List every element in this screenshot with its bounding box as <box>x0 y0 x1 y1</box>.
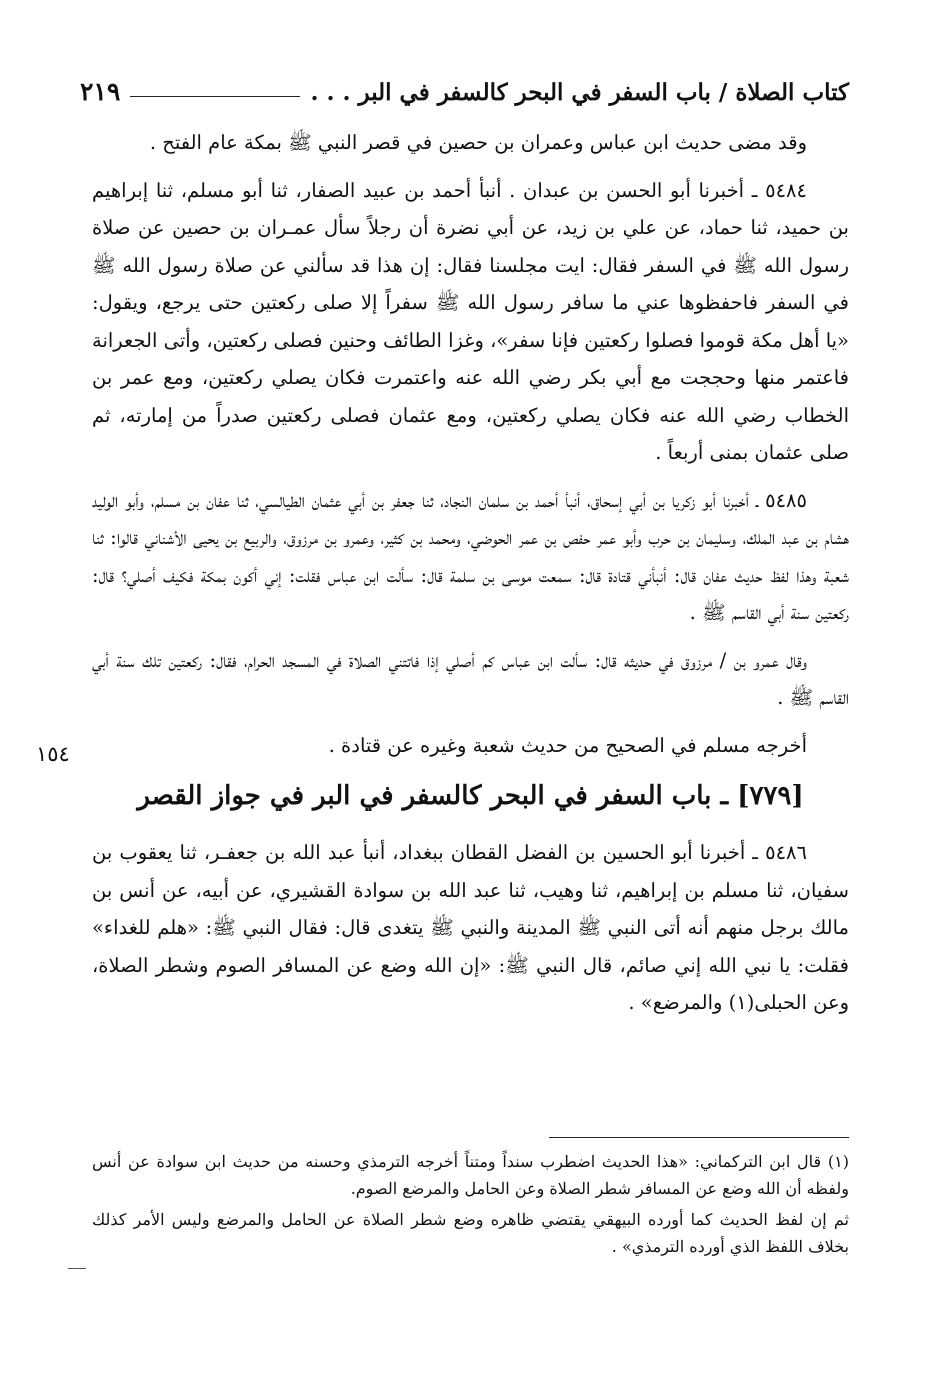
paragraph-intro: وقد مضى حديث ابن عباس وعمران بن حصين في قصر النبي ﷺ بمكة عام الفتح . <box>149 131 807 154</box>
footnote-1-continued: ثم إن لفظ الحديث كما أورده البيهقي يقتضي ظاهره وضع شطر الصلاة عن الحامل والمرضع وليس الأمر كذلك بخلاف اللفظ الذي أورده الترمذي» . <box>92 1210 849 1256</box>
footnotes <box>92 1148 849 1260</box>
margin-volume-page-number: ١٥٤ <box>36 742 70 766</box>
footnote-1: (١) قال ابن التركماني: «هذا الحديث اضطرب سنداً ومتناً أخرجه الترمذي وحسنه من حديث ابن سوادة عن أنس ولفظه أن الله وضع عن المسافر شطر الصلاة وعن الحامل والمرضع الصوم. <box>92 1152 850 1198</box>
paragraph-amr-narration: وقال عمرو بن / مرزوق في حديثه قال: سألت ابن عباس كم أصلي إذا فاتتني الصلاة في المسجد الحرام، فقال: ركعتين تلك سنة أبي القاسم ﷺ . <box>92 648 849 709</box>
header-title: كتاب الصلاة / باب السفر في البحر كالسفر في البر . . . <box>310 79 849 106</box>
chapter-heading: [٧٧٩] ـ باب السفر في البحر كالسفر في البر في جواز القصر <box>137 781 804 811</box>
page-number: ٢١٩ <box>80 77 121 106</box>
header-rule <box>130 96 300 97</box>
page-corner-mark <box>68 1268 86 1269</box>
hadith-5486: ٥٤٨٦ ـ أخبرنا أبو الحسين بن الفضل القطان ببغداد، أنبأ عبد الله بن جعفـر، ثنا يعقوب بن سفيان، ثنا مسلم بن إبراهيم، ثنا وهيب، ثنا عبد الله بن سوادة القشيري، عن أبيه، عن أنس بن مالك برجل منهم أنه أتى النبي ﷺ المدينة والنبي ﷺ يتغدى قال: فقال النبي ﷺ: «هلم للغداء» فقلت: يا نبي الله إني صائم، قال النبي ﷺ: «إن الله وضع عن المسافر الصوم وشطر الصلاة، وعن الحبلى(١) والمرضع» . <box>92 841 849 1014</box>
main-text <box>92 124 849 1022</box>
running-header <box>80 62 849 106</box>
paragraph-takhrij: أخرجه مسلم في الصحيح من حديث شعبة وغيره عن قتادة . <box>328 733 807 757</box>
hadith-5485: ٥٤٨٥ ـ أخبرنا أبو زكريا بن أبي إسحاق، أنبأ أحمد بن سلمان النجاد، ثنا جعفر بن أبي عثمان الطيالسي، ثنا عفان بن مسلم، وأبو الوليد هشام بن عبد الملك، وسليمان بن حرب وأبو عمر حفص بن عمر الحوضي، ومحمد بن كثير، وعمرو بن مرزوق، والربيع بن يحيى الأشناني قالوا: ثنا شعبة وهذا لفظ حديث عفان قال: أنبأني قتادة قال: سمعت موسى بن سلمة قال: سألت ابن عباس فقلت: إني أكون بمكة فكيف أصلي؟ قال: ركعتين سنة أبي القاسم ﷺ . <box>92 488 849 624</box>
footnote-separator <box>549 1137 849 1138</box>
hadith-5484: ٥٤٨٤ ـ أخبرنا أبو الحسن بن عبدان . أنبأ أحمد بن عبيد الصفار، ثنا أبو مسلم، ثنا إبراهيم بن حميد، ثنا حماد، عن علي بن زيد، عن أبي نضرة أن رجلاً سأل عمـران بن حصين عن صلاة رسول الله ﷺ في السفر فقال: ايت مجلسنا فقال: إن هذا قد سألني عن صلاة رسول الله ﷺ في السفر فاحفظوها عني ما سافر رسول الله ﷺ سفراً إلا صلى ركعتين حتى يرجع، ويقول: «يا أهل مكة قوموا فصلوا ركعتين فإنا سفر»، وغزا الطائف وحنين فصلى ركعتين، وأتى الجعرانة فاعتمر منها وحججت مع أبي بكر رضي الله عنه واعتمرت فكان يصلي ركعتين، ومع عمر بن الخطاب رضي الله عنه فكان يصلي ركعتين، ومع عثمان فصلى ركعتين صدراً من إمارته، ثم صلى عثمان بمنى أربعاً . <box>92 178 849 464</box>
